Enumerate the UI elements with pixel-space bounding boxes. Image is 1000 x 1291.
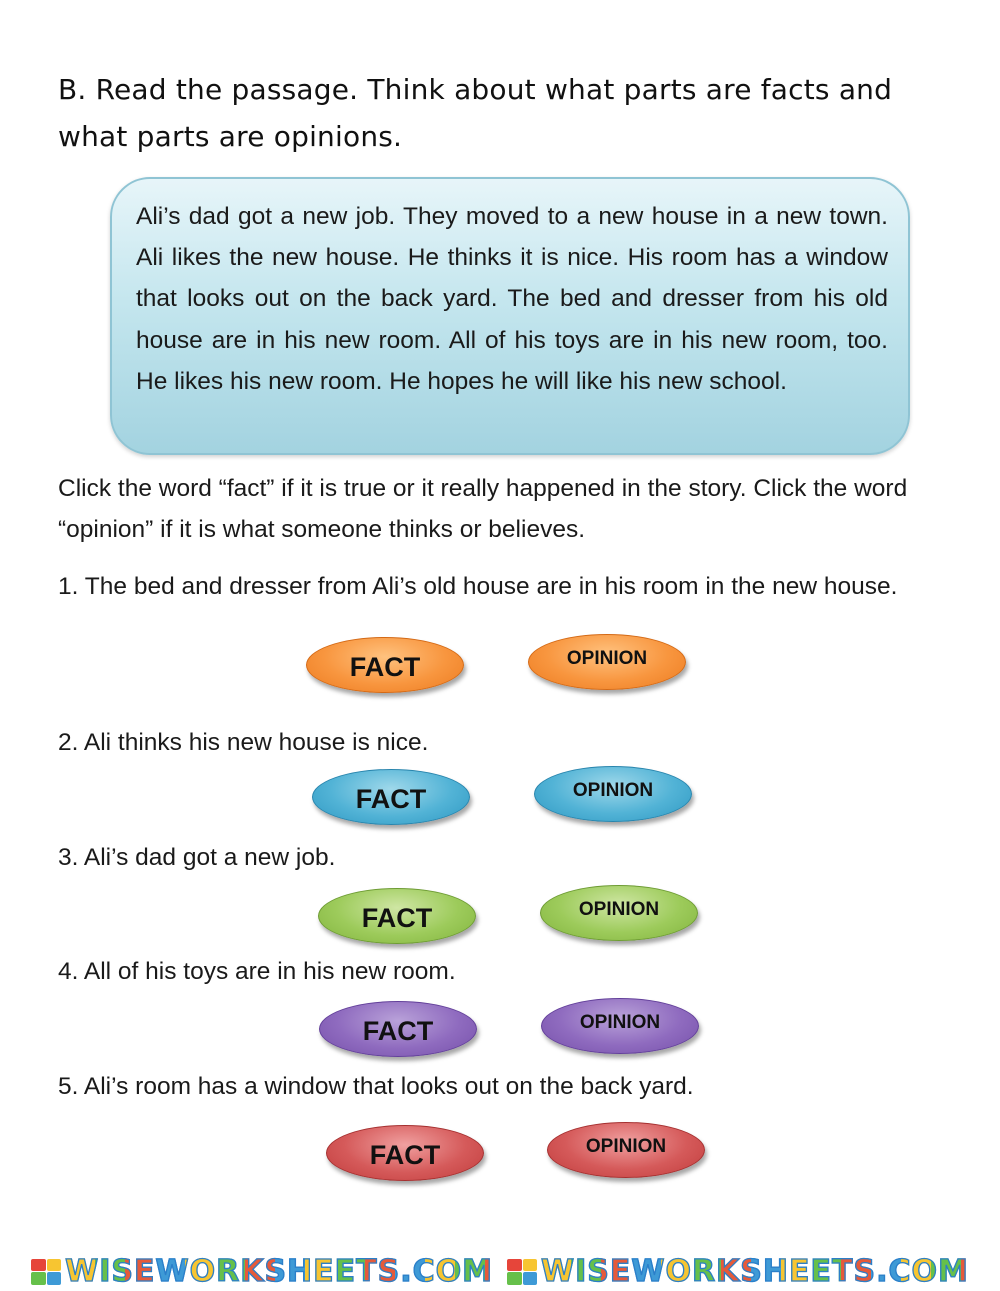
watermark-text: WISEWORKSHEETS.COM [541,1254,969,1289]
question-5-text: 5. Ali’s room has a window that looks out on the back yard. [58,1073,694,1100]
question-4-text: 4. All of his toys are in his new room. [58,958,456,985]
question-3-text: 3. Ali’s dad got a new job. [58,844,336,871]
question-2-opinion-button[interactable]: OPINION [534,766,692,822]
question-4-fact-button[interactable]: FACT [319,1001,477,1057]
question-2-fact-button[interactable]: FACT [312,769,470,825]
question-4-opinion-button[interactable]: OPINION [541,998,699,1054]
question-5-fact-button[interactable]: FACT [326,1125,484,1181]
passage-box [110,177,910,455]
watermark [31,1254,493,1289]
watermark-text: WISEWORKSHEETS.COM [65,1254,493,1289]
footer-watermark-bar [0,1252,1000,1291]
question-2-text: 2. Ali thinks his new house is nice. [58,729,429,756]
question-1-text: 1. The bed and dresser from Ali’s old house are in his room in the new house. [58,573,898,600]
watermark [507,1254,969,1289]
instructions-text: Click the word “fact” if it is true or it really happened in the story. Click the word “opinion” if it is what someone thinks or believes. [58,475,908,543]
question-3-fact-button[interactable]: FACT [318,888,476,944]
passage-text: Ali’s dad got a new job. They moved to a new house in a new town. Ali likes the new house. He thinks it is nice. His room has a window that looks out on the back yard. The bed and dresser from his old house are in his new room. All of his toys are in his new room, too. He likes his new room. He hopes he will like his new school. [136,203,888,395]
question-1-opinion-button[interactable]: OPINION [528,634,686,690]
wiseworksheets-logo-icon [31,1259,61,1285]
question-3-opinion-button[interactable]: OPINION [540,885,698,941]
question-5-opinion-button[interactable]: OPINION [547,1122,705,1178]
question-1-fact-button[interactable]: FACT [306,637,464,693]
worksheet-title: B. Read the passage. Think about what parts are facts and what parts are opinions. [58,73,893,153]
wiseworksheets-logo-icon [507,1259,537,1285]
